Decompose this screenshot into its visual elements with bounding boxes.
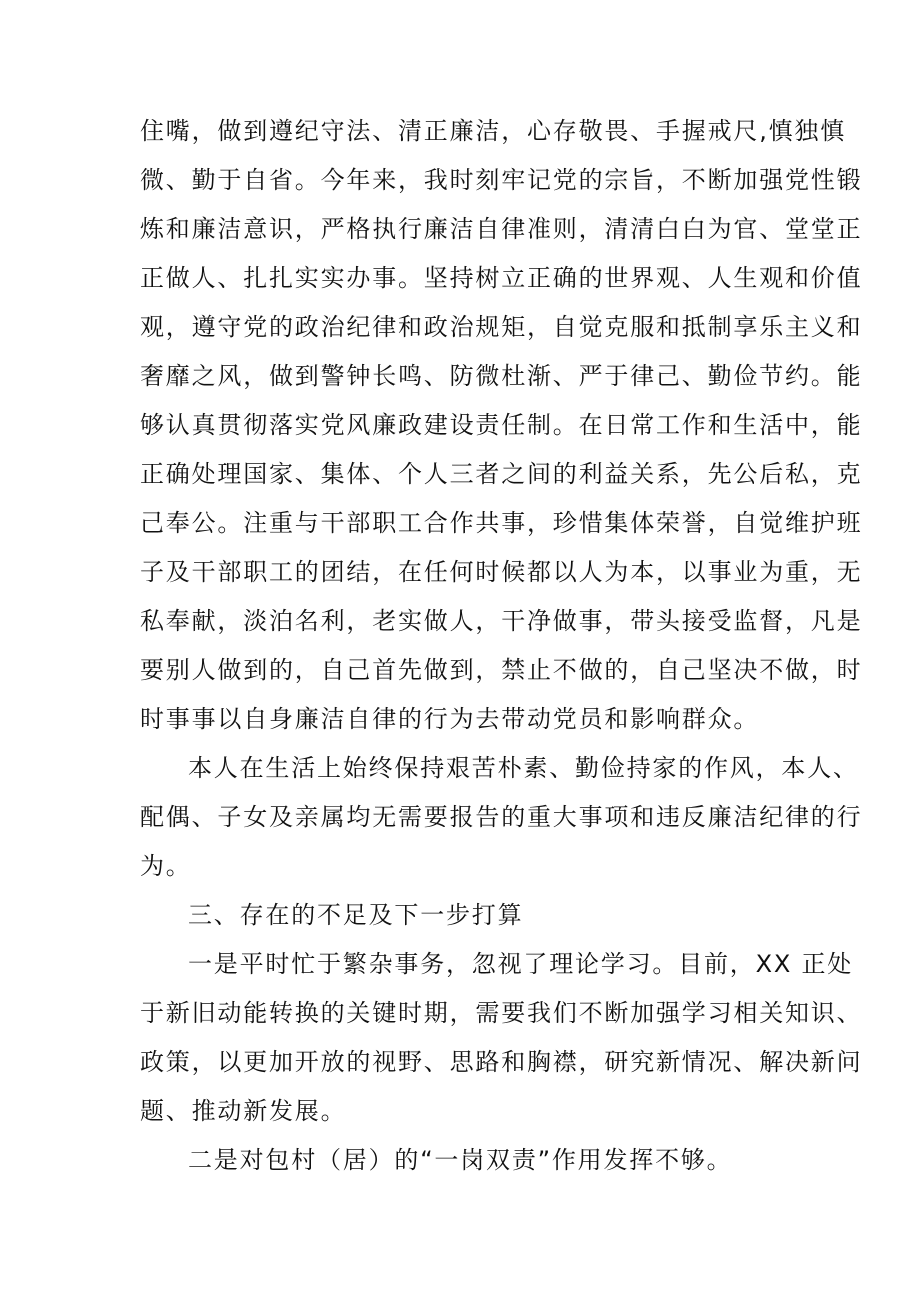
- text-line: 政策，以更加开放的视野、思路和胸襟，研究新情况、解决新问: [140, 1048, 863, 1076]
- paragraph-start-line: 二是对包村（居）的“一岗双责”作用发挥不够。: [188, 1146, 733, 1174]
- section-heading: 三、存在的不足及下一步打算: [188, 901, 524, 929]
- paragraph-start-line: 一是平时忙于繁杂事务，忽视了理论学习。目前，XX 正处: [188, 950, 854, 978]
- text-line: 住嘴，做到遵纪守法、清正廉洁，心存敬畏、手握戒尺,慎独慎: [140, 117, 847, 145]
- text-line: 配偶、子女及亲属均无需要报告的重大事项和违反廉洁纪律的行: [140, 803, 863, 831]
- text-line: 够认真贯彻落实党风廉政建设责任制。在日常工作和生活中，能: [140, 411, 863, 439]
- text-line: 题、推动新发展。: [140, 1097, 347, 1125]
- text-line: 观，遵守党的政治纪律和政治规矩，自觉克服和抵制享乐主义和: [140, 313, 863, 341]
- text-line: 于新旧动能转换的关键时期，需要我们不断加强学习相关知识、: [140, 999, 863, 1027]
- text-line: 时事事以自身廉洁自律的行为去带动党员和影响群众。: [140, 705, 760, 733]
- text-line: 私奉献，淡泊名利，老实做人，干净做事，带头接受监督，凡是: [140, 607, 863, 635]
- text-line: 炼和廉洁意识，严格执行廉洁自律准则，清清白白为官、堂堂正: [140, 215, 863, 243]
- text-line: 己奉公。注重与干部职工合作共事，珍惜集体荣誉，自觉维护班: [140, 509, 863, 537]
- text-line: 微、勤于自省。今年来，我时刻牢记党的宗旨，不断加强党性锻: [140, 166, 863, 194]
- text-line: 正确处理国家、集体、个人三者之间的利益关系，先公后私，克: [140, 460, 863, 488]
- text-line: 为。: [140, 852, 192, 880]
- text-line: 子及干部职工的团结，在任何时候都以人为本，以事业为重，无: [140, 558, 863, 586]
- text-line: 要别人做到的，自己首先做到，禁止不做的，自己坚决不做，时: [140, 656, 863, 684]
- text-line: 奢靡之风，做到警钟长鸣、防微杜渐、严于律己、勤俭节约。能: [140, 362, 863, 390]
- text-line: 正做人、扎扎实实办事。坚持树立正确的世界观、人生观和价值: [140, 264, 863, 292]
- paragraph-start-line: 本人在生活上始终保持艰苦朴素、勤俭持家的作风，本人、: [188, 754, 859, 782]
